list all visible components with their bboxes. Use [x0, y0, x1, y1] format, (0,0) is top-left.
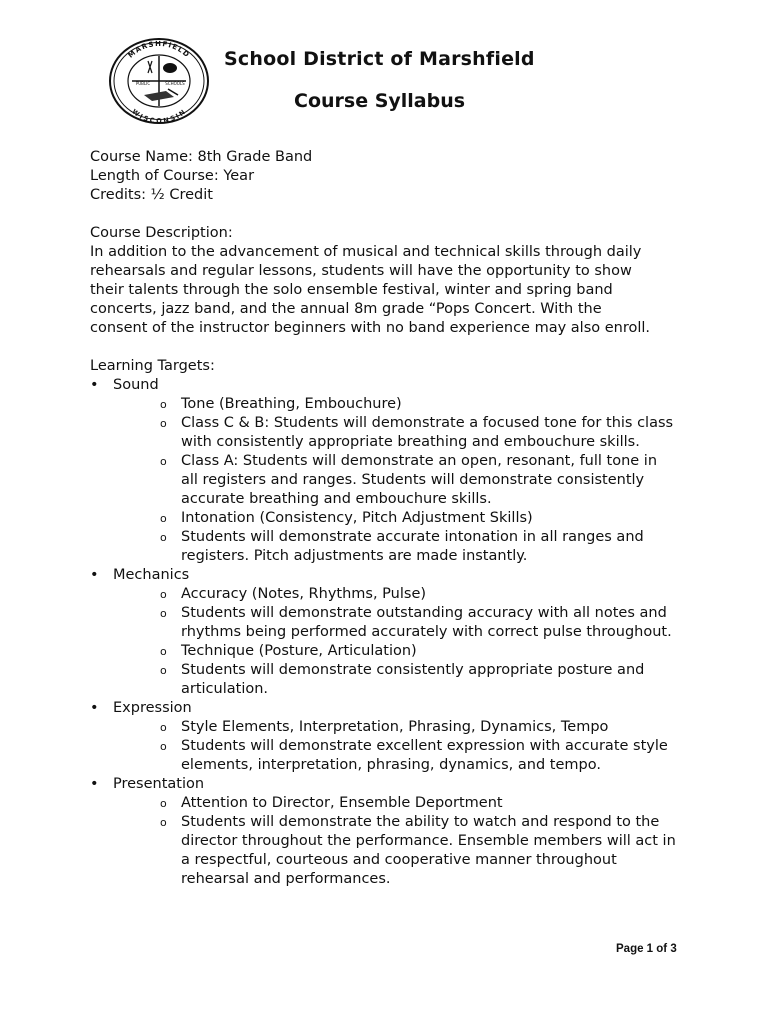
target-item-line: Students will demonstrate accurate intonation in all ranges and: [181, 529, 644, 545]
page-number: Page 1 of 3: [616, 943, 677, 955]
description-line: rehearsals and regular lessons, students will have the opportunity to show: [90, 263, 632, 279]
target-item-line: Students will demonstrate the ability to watch and respond to the: [181, 814, 660, 830]
target-items: [113, 395, 690, 566]
target-items: [113, 585, 690, 699]
target-section-mechanics: [90, 566, 690, 699]
learning-targets-heading: Learning Targets:: [90, 358, 215, 374]
target-item: [158, 452, 690, 509]
target-item: [158, 395, 690, 414]
target-section-title: Mechanics: [113, 567, 190, 583]
target-item-line: Style Elements, Interpretation, Phrasing, Dynamics, Tempo: [181, 719, 609, 735]
target-item: [158, 813, 690, 889]
target-item: [158, 661, 690, 699]
bullet-icon: •: [90, 776, 99, 792]
target-section-title: Sound: [113, 377, 159, 393]
target-item-line: Tone (Breathing, Embouchure): [181, 396, 402, 412]
target-item-line: rehearsal and performances.: [181, 871, 391, 887]
target-item: [158, 718, 690, 737]
target-item-line: Class C & B: Students will demonstrate a focused tone for this class: [181, 415, 674, 431]
target-item: [158, 528, 690, 566]
target-section-expression: [90, 699, 690, 775]
target-item-line: Technique (Posture, Articulation): [181, 643, 417, 659]
description-line: concerts, jazz band, and the annual 8m grade “Pops Concert. With the: [90, 301, 602, 317]
sub-bullet-icon: o: [160, 797, 167, 810]
sub-bullet-icon: o: [160, 721, 167, 734]
target-item-line: Accuracy (Notes, Rhythms, Pulse): [181, 586, 427, 602]
course-length: Length of Course: Year: [90, 168, 255, 184]
sub-bullet-icon: o: [160, 607, 167, 620]
course-name: Course Name: 8th Grade Band: [90, 149, 313, 165]
target-item: [158, 585, 690, 604]
svg-text:PUBLIC: PUBLIC: [135, 81, 151, 86]
target-item-line: Students will demonstrate outstanding accuracy with all notes and: [181, 605, 667, 621]
bullet-icon: •: [90, 377, 99, 393]
target-section-title: Expression: [113, 700, 192, 716]
svg-text:SCHOOLS: SCHOOLS: [165, 81, 185, 86]
bullet-icon: •: [90, 567, 99, 583]
document-subtitle: Course Syllabus: [294, 90, 466, 112]
target-item-line: Intonation (Consistency, Pitch Adjustment Skills): [181, 510, 533, 526]
description-text: [90, 243, 690, 338]
svg-text:MARSHFIELD: MARSHFIELD: [126, 39, 192, 60]
district-title: School District of Marshfield: [224, 48, 535, 70]
sub-bullet-icon: o: [160, 588, 167, 601]
target-section-title: Presentation: [113, 776, 205, 792]
sub-bullet-icon: o: [160, 512, 167, 525]
target-item-line: with consistently appropriate breathing and embouchure skills.: [181, 434, 640, 450]
sub-bullet-icon: o: [160, 417, 167, 430]
sub-bullet-icon: o: [160, 816, 167, 829]
svg-text:WISCONSIN: WISCONSIN: [130, 107, 188, 125]
learning-targets-list: [90, 376, 690, 889]
target-item-line: a respectful, courteous and cooperative manner throughout: [181, 852, 617, 868]
target-item-line: articulation.: [181, 681, 269, 697]
bullet-icon: •: [90, 700, 99, 716]
sub-bullet-icon: o: [160, 645, 167, 658]
target-item-line: registers. Pitch adjustments are made instantly.: [181, 548, 528, 564]
sub-bullet-icon: o: [160, 740, 167, 753]
target-section-presentation: [90, 775, 690, 889]
target-items: [113, 718, 690, 775]
description-heading: Course Description:: [90, 225, 233, 241]
target-item-line: Attention to Director, Ensemble Deportment: [181, 795, 503, 811]
target-item-line: rhythms being performed accurately with correct pulse throughout.: [181, 624, 672, 640]
school-district-seal: [108, 37, 210, 125]
target-item-line: director throughout the performance. Ensemble members will act in: [181, 833, 676, 849]
sub-bullet-icon: o: [160, 455, 167, 468]
target-item: [158, 794, 690, 813]
target-item-line: Students will demonstrate excellent expression with accurate style: [181, 738, 668, 754]
description-line: their talents through the solo ensemble festival, winter and spring band: [90, 282, 613, 298]
syllabus-body: [90, 148, 690, 889]
target-item: [158, 737, 690, 775]
description-line: In addition to the advancement of musical and technical skills through daily: [90, 244, 642, 260]
target-item: [158, 414, 690, 452]
target-item: [158, 509, 690, 528]
target-items: [113, 794, 690, 889]
target-item-line: accurate breathing and embouchure skills.: [181, 491, 492, 507]
target-item-line: elements, interpretation, phrasing, dynamics, and tempo.: [181, 757, 601, 773]
target-item-line: all registers and ranges. Students will demonstrate consistently: [181, 472, 645, 488]
description-line: consent of the instructor beginners with no band experience may also enroll.: [90, 320, 651, 336]
target-item: [158, 604, 690, 642]
sub-bullet-icon: o: [160, 531, 167, 544]
target-section-sound: [90, 376, 690, 566]
target-item: [158, 642, 690, 661]
target-item-line: Students will demonstrate consistently appropriate posture and: [181, 662, 645, 678]
sub-bullet-icon: o: [160, 398, 167, 411]
target-item-line: Class A: Students will demonstrate an open, resonant, full tone in: [181, 453, 658, 469]
sub-bullet-icon: o: [160, 664, 167, 677]
course-credits: Credits: ½ Credit: [90, 187, 213, 203]
